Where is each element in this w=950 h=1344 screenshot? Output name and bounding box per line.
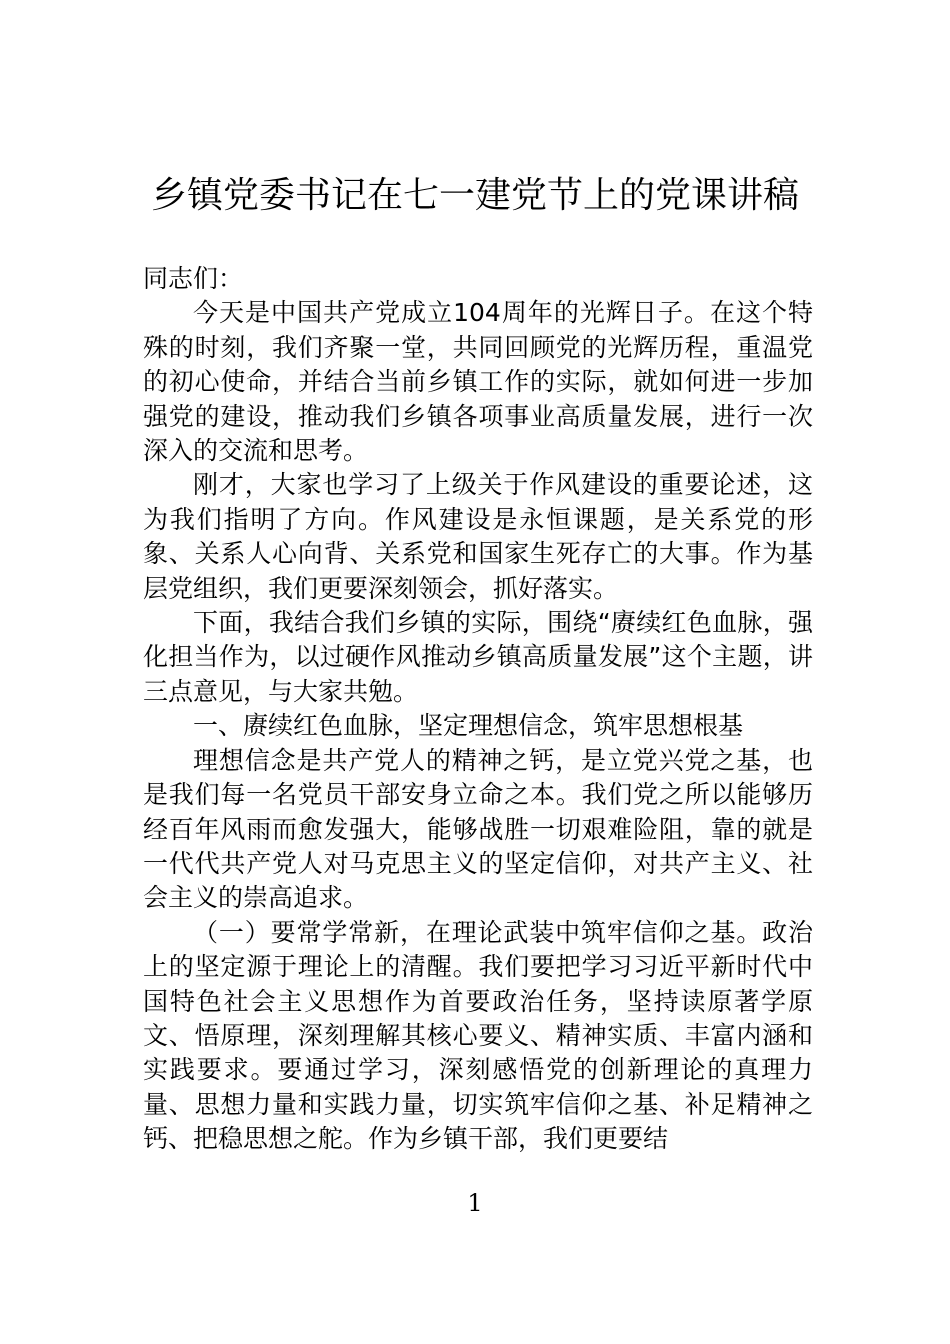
- paragraph: 下面，我结合我们乡镇的实际，围绕“赓续红色血脉，强化担当作为，以过硬作风推动乡镇高质量发展”这个主题，讲三点意见，与大家共勉。: [143, 608, 813, 706]
- salutation: 同志们：: [143, 264, 244, 293]
- paragraph: 理想信念是共产党人的精神之钙，是立党兴党之基，也是我们每一名党员干部安身立命之本。我们党之所以能够历经百年风雨而愈发强大，能够战胜一切艰难险阻，靠的就是一代代共产党人对马克思主义的坚定信仰，对共产主义、社会主义的崇高追求。: [143, 745, 813, 913]
- paragraph: 今天是中国共产党成立104周年的光辉日子。在这个特殊的时刻，我们齐聚一堂，共同回顾党的光辉历程，重温党的初心使命，并结合当前乡镇工作的实际，就如何进一步加强党的建设，推动我们乡镇各项事业高质量发展，进行一次深入的交流和思考。: [143, 298, 813, 466]
- paragraph: （一）要常学常新，在理论武装中筑牢信仰之基。政治上的坚定源于理论上的清醒。我们要把学习习近平新时代中国特色社会主义思想作为首要政治任务，坚持读原著学原文、悟原理，深刻理解其核心要义、精神实质、丰富内涵和实践要求。要通过学习，深刻感悟党的创新理论的真理力量、思想力量和实践力量，切实筑牢信仰之基、补足精神之钙、把稳思想之舵。作为乡镇干部，我们更要结: [143, 917, 813, 1154]
- document-body: [143, 262, 813, 1157]
- document-title: 乡镇党委书记在七一建党节上的党课讲稿: [150, 175, 799, 216]
- section-heading: 一、赓续红色血脉，坚定理想信念，筑牢思想根基: [193, 711, 744, 741]
- paragraph: 刚才，大家也学习了上级关于作风建设的重要论述，这为我们指明了方向。作风建设是永恒课题，是关系党的形象、关系人心向背、关系党和国家生死存亡的大事。作为基层党组织，我们更要深刻领会，抓好落实。: [143, 470, 813, 603]
- page-number: 1: [467, 1189, 483, 1217]
